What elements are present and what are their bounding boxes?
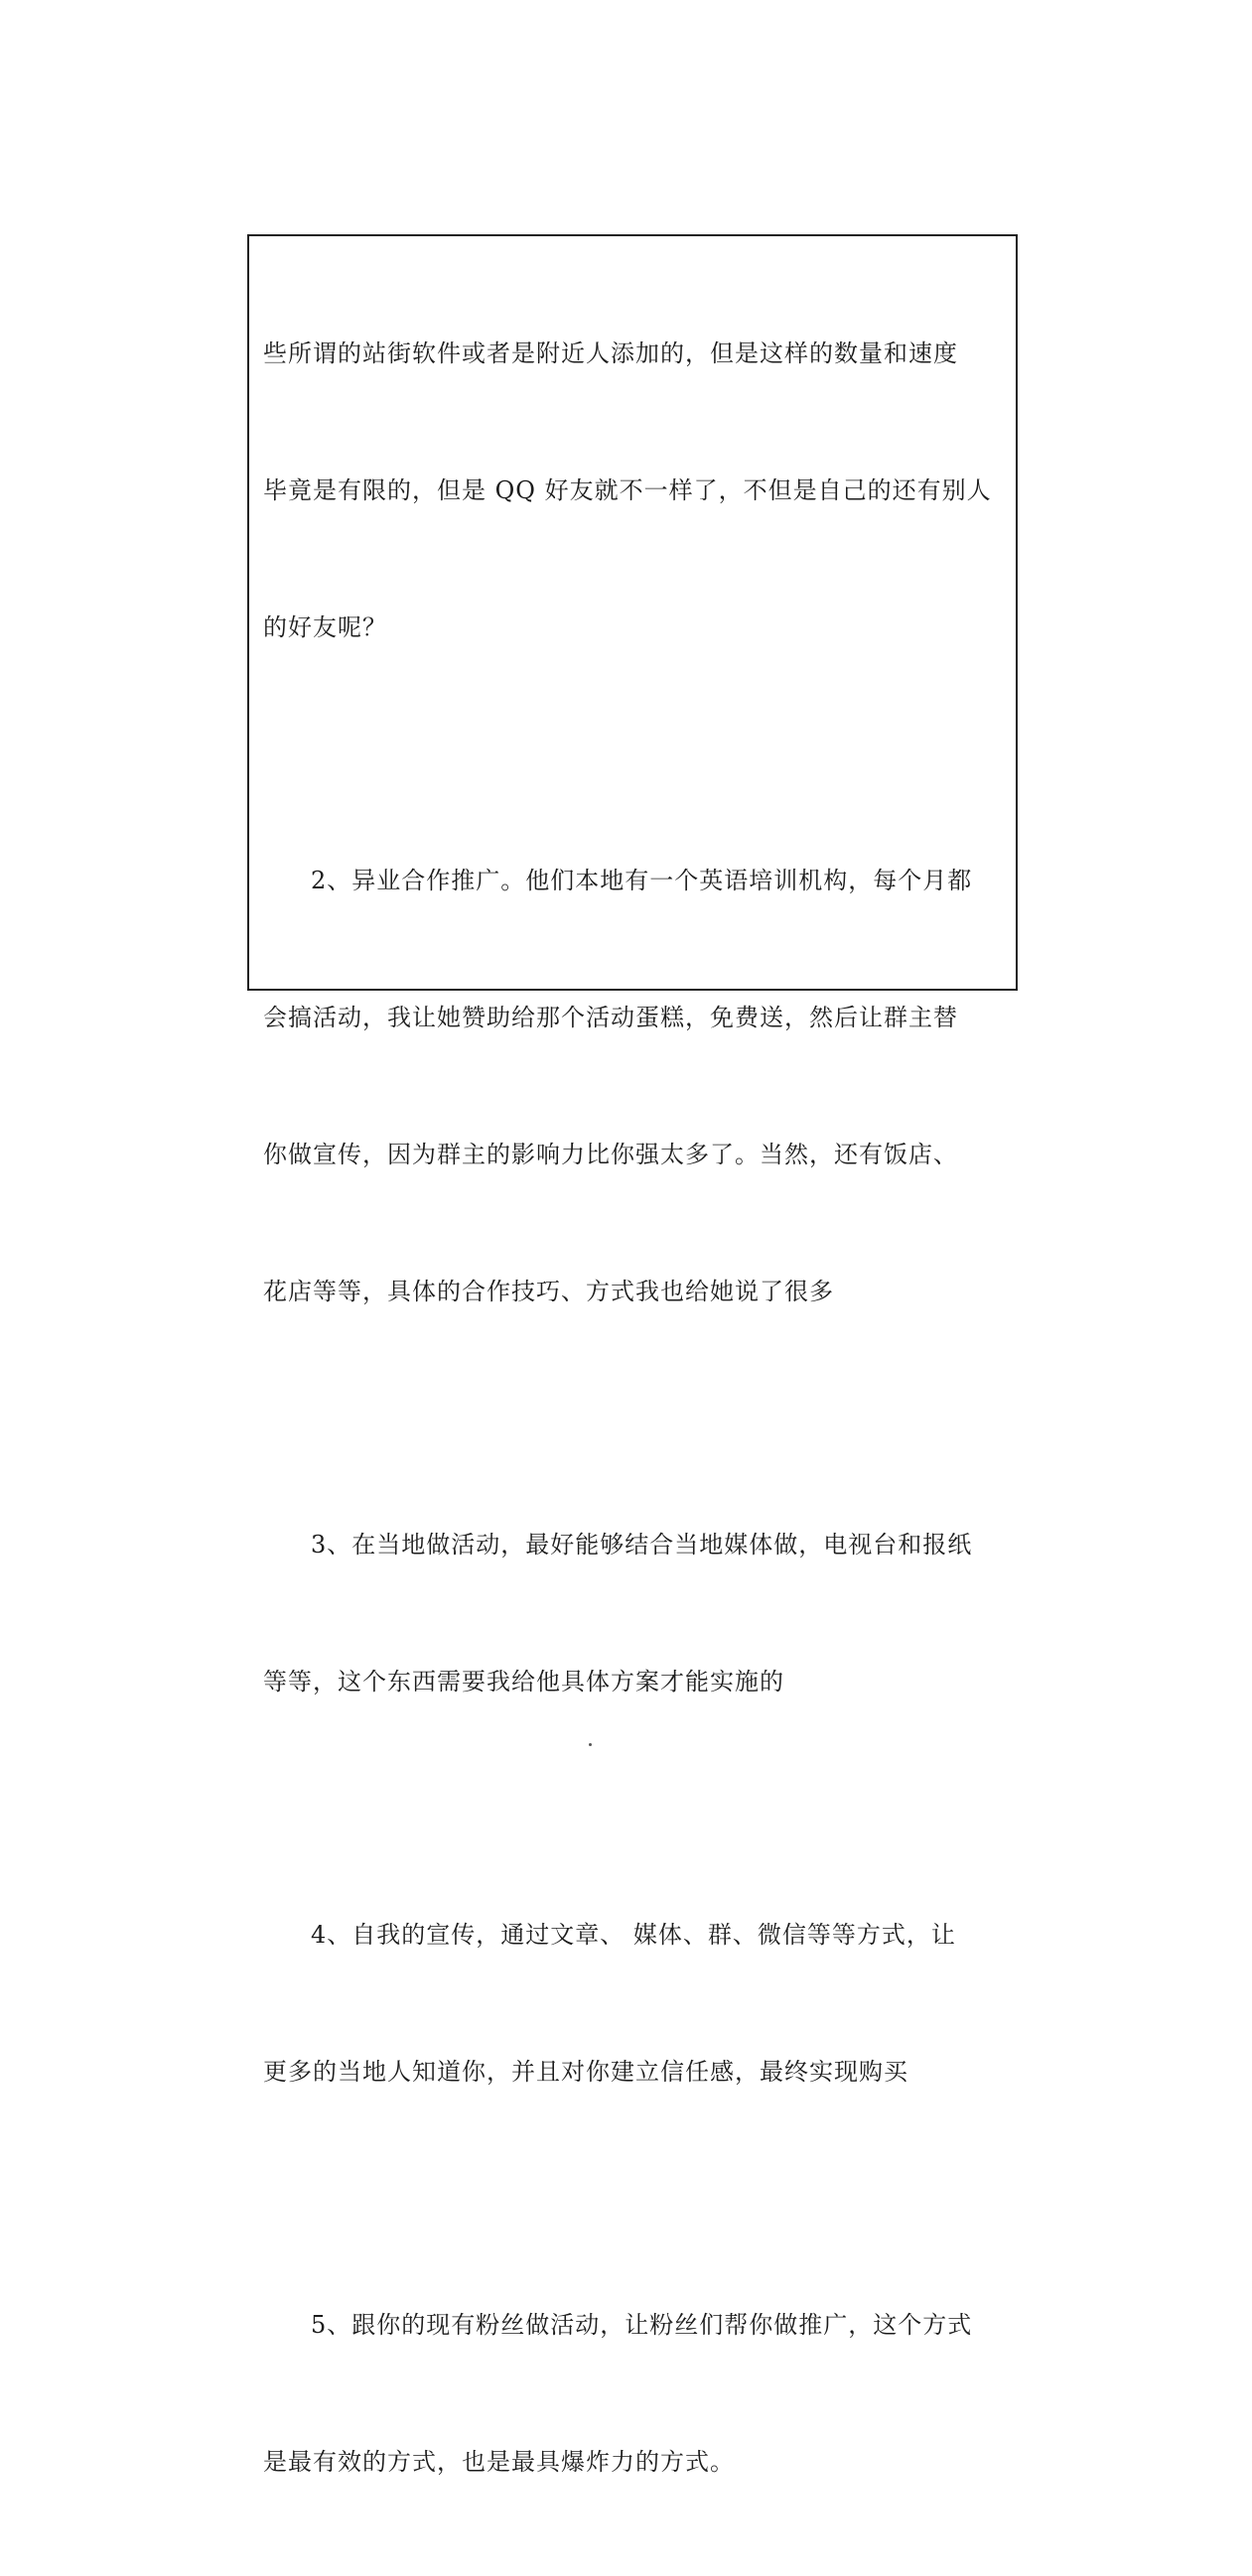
paragraph-line: 花店等等，具体的合作技巧、方式我也给她说了很多 (263, 1278, 834, 1305)
paragraph-1 (263, 236, 1000, 742)
paragraph-line: 2、异业合作推广。他们本地有一个英语培训机构，每个月都 (311, 867, 973, 894)
bordered-text-box (247, 234, 1018, 2476)
paragraph-line: 3、在当地做活动，最好能够结合当地媒体做，电视台和报纸 (311, 1531, 973, 1559)
paragraph-2 (263, 766, 1000, 1406)
paragraph-line: 等等，这个东西需要我给他具体方案才能实施的 (263, 1668, 784, 1695)
paragraph-line: 你做宣传，因为群主的影响力比你强太多了。当然，还有饭店、 (263, 1141, 958, 1168)
paragraph-line: 4、自我的宣传，通过文章、 媒体、群、微信等等方式，让 (311, 1921, 956, 1949)
paragraph-5 (263, 2211, 1000, 2576)
paragraph-line: 更多的当地人知道你，并且对你建立信任感，最终实现购买 (263, 2058, 908, 2086)
paragraph-3 (263, 1430, 1000, 1796)
paragraph-4 (263, 1821, 1000, 2186)
scan-speck (589, 1743, 592, 1746)
paragraph-line: 的好友呢？ (263, 613, 387, 641)
paragraph-line: 会搞活动，我让她赞助给那个活动蛋糕，免费送，然后让群主替 (263, 1004, 958, 1031)
paragraph-line: 是最有效的方式，也是最具爆炸力的方式。 (263, 2448, 735, 2476)
paragraph-line: 5、跟你的现有粉丝做活动，让粉丝们帮你做推广，这个方式 (311, 2311, 973, 2339)
paragraph-line: 些所谓的站街软件或者是附近人添加的，但是这样的数量和速度 (263, 339, 958, 367)
paragraph-line: 毕竟是有限的，但是 QQ 好友就不一样了，不但是自己的还有别人 (263, 476, 992, 504)
